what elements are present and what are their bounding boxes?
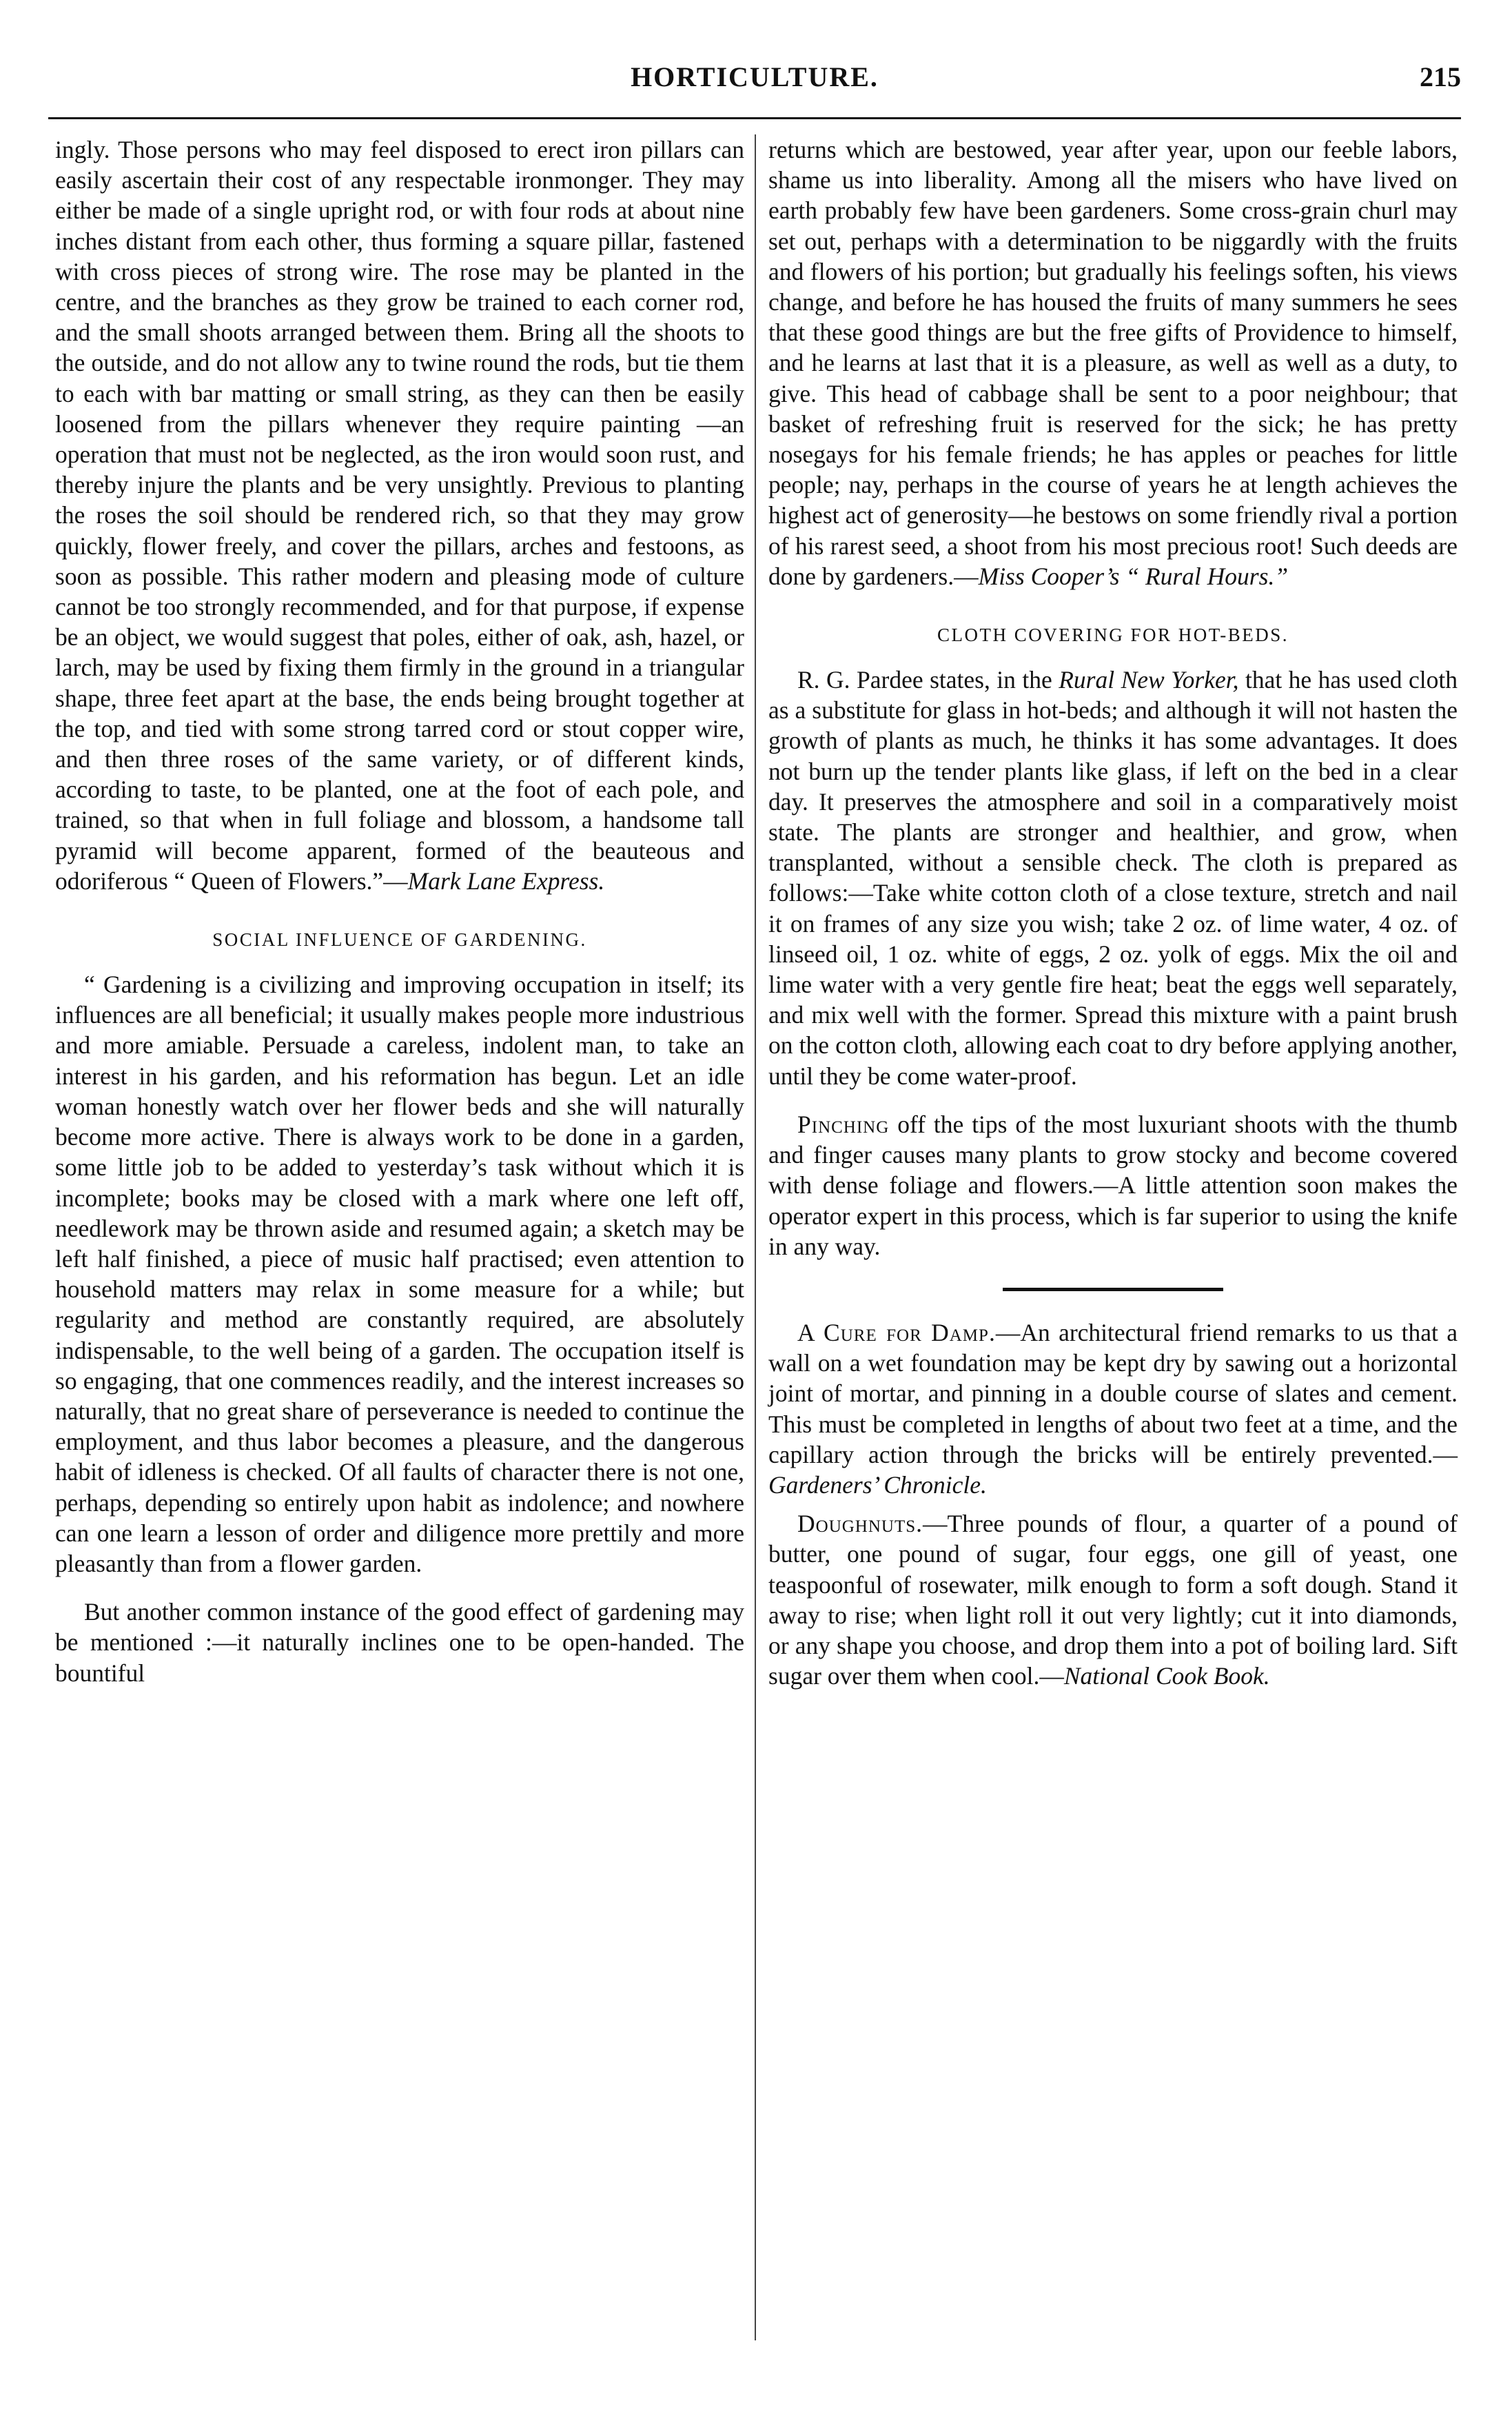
run-in-lead: Doughnuts. — [797, 1510, 923, 1538]
run-in-lead: A Cure for Damp. — [797, 1318, 996, 1346]
paragraph-pinching — [768, 1109, 1458, 1262]
right-column — [768, 134, 1458, 1691]
paragraph-text: —Three pounds of flour, a quarter of a pound of butter, one pound of sugar, four eggs, one gill of yeast, one teaspoonful of rosewater, milk enough to form a soft dough. Stand it away to rise; when light roll it out very lightly; cut it into diamonds, or any shape you choose, and drop them into a pot of boiling lard. Sift sugar over them when cool.— — [768, 1510, 1458, 1690]
paragraph-cloth-hot-beds — [768, 665, 1458, 1091]
left-column — [55, 134, 744, 1688]
section-heading-cloth-covering: CLOTH COVERING FOR HOT-BEDS. — [937, 625, 1289, 646]
run-in-lead: Pinching — [797, 1110, 890, 1138]
paragraph-text: returns which are bestowed, year after year, upon our feeble labors, shame us into liberality. Among all the misers who have lived on earth probably few have been gardeners. Some cross-grain churl may set out, perhaps with a determination to be niggardly with the fruits and flowers of his portion; but gradually his feelings soften, his views change, and before he has housed the fruits of many summers he sees that these good things are but the free gifts of Providence to himself, and he learns at last that it is a pleasure, as well as well as a duty, to give. This head of cabbage shall be sent to a poor neighbour; that basket of refreshing fruit is reserved for the sick; he has pretty nosegays for his female friends; he has apples or peaches for little people; nay, perhaps in the course of years he at length achieves the highest act of generosity—he bestows on some friendly rival a portion of his rarest seed, a shoot from his most precious root! Such deeds are done by gardeners.— — [768, 136, 1458, 590]
paragraph-text: —An architectural friend remarks to us that a wall on a wet foundation may be kept dry by sawing out a horizontal joint of mortar, and pinning in a double course of slates and cement. This must be completed in lengths of about two feet at a time, and the capillary action through the bricks will be entirely prevented.— — [768, 1318, 1458, 1468]
paragraph-pillar-roses — [55, 134, 744, 896]
source-citation: Gardeners’ Chronicle. — [768, 1470, 987, 1499]
source-citation: Miss Cooper’s “ Rural Hours.” — [978, 562, 1289, 590]
page-number: 215 — [1420, 61, 1461, 92]
paragraph-text: off the tips of the most luxuriant shoots with the thumb and finger causes many plants to grow stocky and become covered with dense foliage and flowers.—A little attention soon makes the operator expert in this process, which is far superior to using the knife in any way. — [768, 1110, 1458, 1260]
paragraph-text: R. G. Pardee states, in the — [797, 666, 1059, 694]
header-rule — [48, 117, 1461, 119]
section-heading-social-influence: SOCIAL INFLUENCE OF GARDENING. — [212, 929, 587, 951]
paragraph-open-handed: But another common instance of the good effect of gardening may be mentioned :—it naturally inclines one to be open-handed. The bountiful — [55, 1598, 744, 1687]
paragraph-text: that he has used cloth as a substitute for glass in hot-beds; and although it will not hasten the growth of plants as much, he thinks it has some advantages. It does not burn up the tender plants like glass, if left on the bed in a clear day. It preserves the atmosphere and soil in a comparatively moist state. The plants are stronger and healthier, and grow, when transplanted, without a sensible check. The cloth is prepared as follows:—Take white cotton cloth of a close texture, stretch and nail it on frames of any size you wish; take 2 oz. of lime water, 4 oz. of linseed oil, 1 oz. white of eggs, 2 oz. yolk of eggs. Mix the oil and lime water with a very gentle fire heat; beat the eggs well separately, and mix well with the former. Spread this mixture with a paint brush on the cotton cloth, allowing each coat to dry before applying another, until they be come water-proof. — [768, 666, 1458, 1090]
paragraph-doughnuts — [768, 1508, 1458, 1691]
paragraph-text: ingly. Those persons who may feel disposed to erect iron pillars can easily ascertain their cost of any respectable ironmonger. They may either be made of a single upright rod, or with four rods at about nine inches distant from each other, thus forming a square pillar, fastened with cross pieces of strong wire. The rose may be planted in the centre, and the branches as they grow be trained to each corner rod, and the small shoots arranged between them. Bring all the shoots to the outside, and do not allow any to twine round the rods, but tie them to each with bar matting or small string, as they can then be easily loosened from the pillars whenever they require painting —an operation that must not be neglected, as the iron would soon rust, and thereby injure the plants and be very unsightly. Previous to planting the roses the soil should be rendered rich, so that they may grow quickly, flower freely, and cover the pillars, arches and festoons, as soon as possible. This rather modern and pleasing mode of culture cannot be too strongly recommended, and for that purpose, if expense be an object, we would suggest that poles, either of oak, ash, hazel, or larch, may be used by fixing them firmly in the ground in a triangular shape, three feet apart at the base, the ends being brought together at the top, and tied with some strong tarred cord or stout copper wire, and then three roses of the same variety, or of different kinds, according to taste, to be planted, one at the foot of each pole, and trained, so that when in full foliage and blossom, a handsome tall pyramid will become apparent, formed of the beauteous and odoriferous “ Queen of Flowers.”— — [55, 136, 744, 895]
publication-name: Rural New Yorker, — [1059, 666, 1239, 694]
paragraph-gardeners-generosity — [768, 134, 1458, 591]
paragraph-gardening-civilizing: “ Gardening is a civilizing and improving occupation in itself; its influences are all beneficial; it usually makes people more industrious and more amiable. Persuade a careless, indolent man, to take an interest in his garden, and his reformation has begun. Let an idle woman honestly watch over her flower beds and she will naturally become more active. There is always work to be done in a garden, some little job to be added to yesterday’s task without which it is incomplete; books may be closed with a mark where one left off, needlework may be thrown aside and resumed again; a sketch may be left half finished, a piece of music half practised; even attention to household matters may relax in some measure for a while; but regularity and method are constantly required, are absolutely indispensable, to the well being of a garden. The occupation itself is so engaging, that one commences readily, and the interest increases so naturally, that no great share of perseverance is needed to continue the employment, and thus labor becomes a pleasure, and the dangerous habit of idleness is checked. Of all faults of character there is not one, perhaps, depending so entirely upon habit as indolence; and nowhere can one learn a lesson of order and diligence more prettily and more pleasantly than from a flower garden. — [55, 971, 744, 1577]
column-divider — [755, 134, 756, 2340]
running-title: HORTICULTURE. — [631, 61, 879, 92]
running-head — [48, 61, 1461, 109]
paragraph-cure-for-damp — [768, 1317, 1458, 1500]
source-citation: National Cook Book. — [1063, 1662, 1270, 1690]
source-citation: Mark Lane Express. — [407, 867, 605, 895]
section-rule — [1003, 1288, 1223, 1291]
